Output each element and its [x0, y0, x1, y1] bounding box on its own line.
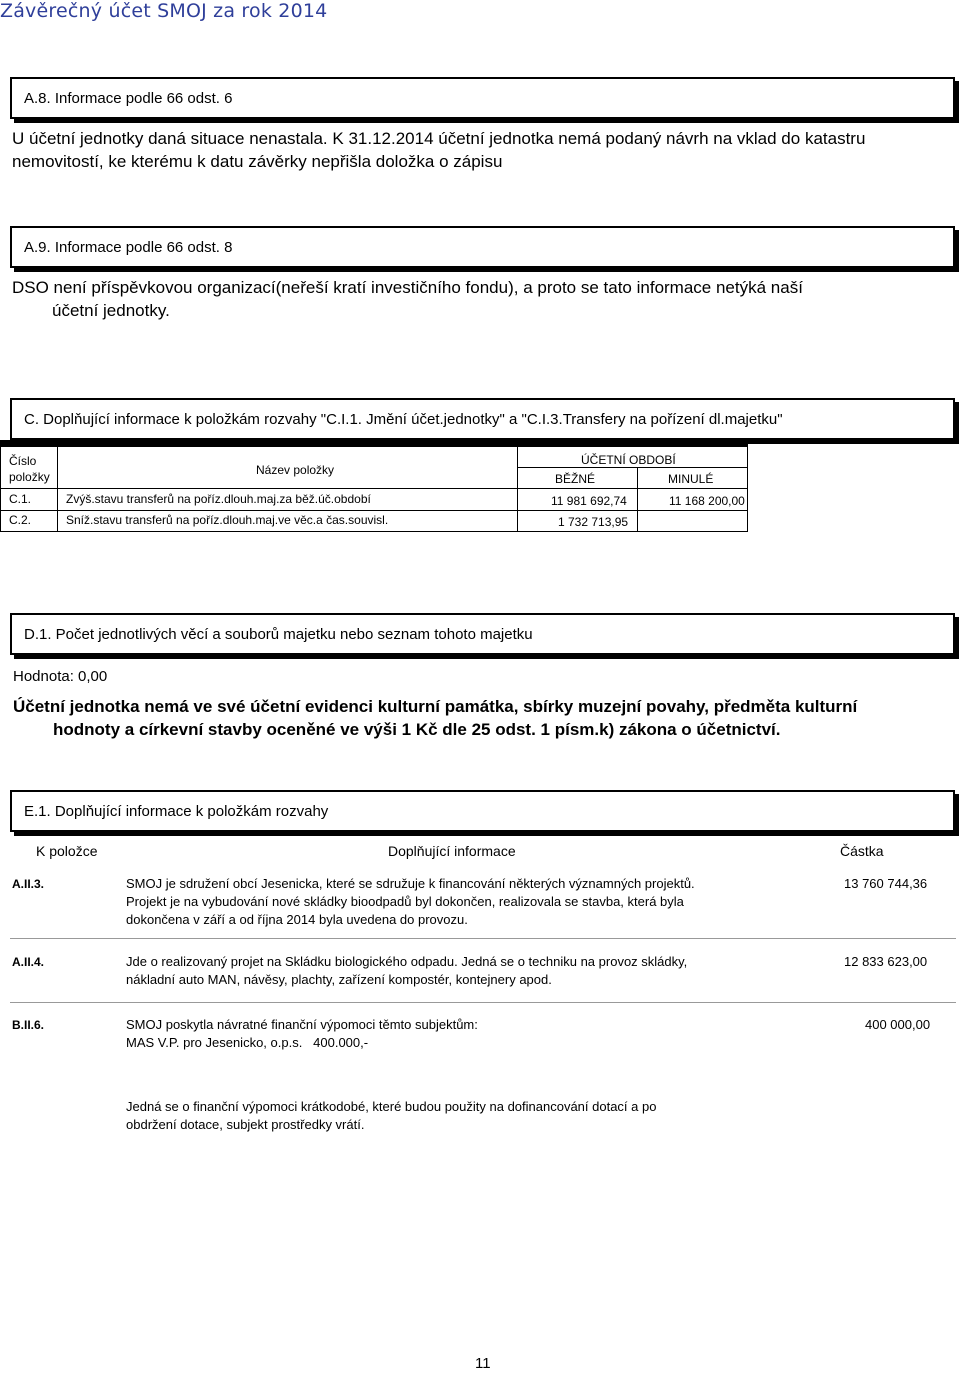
section-d1-heading-box — [10, 613, 955, 655]
col-cislo-header: Číslo položky — [9, 454, 50, 484]
row-divider — [1, 510, 747, 511]
e1-col-polozka: K položce — [36, 843, 98, 859]
e1-row-polozka: B.II.6. — [12, 1018, 45, 1032]
page-title: Závěrečný účet SMOJ za rok 2014 — [0, 0, 328, 22]
section-a9-heading: A.9. Informace podle 66 odst. 8 — [24, 239, 233, 256]
col-obdobi-header: ÚČETNÍ OBDOBÍ — [581, 453, 676, 467]
e1-row-castka: 13 760 744,36 — [844, 876, 928, 891]
d1-text — [13, 695, 943, 741]
row-cislo: C.1. — [9, 492, 32, 506]
row-divider — [10, 1002, 956, 1003]
row-minule: 11 168 200,00 — [669, 494, 745, 508]
section-a8-text: U účetní jednotky daná situace nenastala. K 31.12.2014 účetní jednotka nemá podaný návrh na vklad do katastru nemovitostí, ke kterému k datu závěrky nepřišla doložka o zápisu — [12, 129, 866, 171]
e1-row-polozka: A.II.4. — [12, 955, 45, 969]
col-bezne-header: BĚŽNÉ — [555, 472, 596, 486]
section-a9-text-line2: účetní jednotky. — [52, 301, 170, 320]
section-a8-heading-box — [10, 77, 955, 119]
row-divider — [10, 938, 956, 939]
section-a9-heading-box — [10, 226, 955, 268]
e1-row-polozka: A.II.3. — [12, 877, 45, 891]
section-a9-text — [12, 276, 942, 322]
section-e1-heading: E.1. Doplňující informace k položkám rozvahy — [24, 803, 329, 820]
section-e1-heading-box — [10, 790, 955, 832]
c-table — [0, 446, 748, 532]
e1-row-castka: 12 833 623,00 — [844, 954, 928, 969]
section-a9-text-line1: DSO není příspěvkovou organizací(neřeší kratí investičního fondu), a proto se tato informace netýká naší — [12, 278, 803, 297]
header-divider — [517, 467, 747, 468]
e1-row-info: SMOJ je sdružení obcí Jesenicka, které se sdružuje k financování některých významných projektů. Projekt je na vybudování nové skládky bioodpadů byl dokončen, realizovala se stavba, která byla dokončena v září a od října 2014 byla uvedena do provozu. — [126, 876, 695, 927]
e1-col-info: Doplňující informace — [388, 843, 516, 859]
table-row — [1, 513, 747, 533]
page-number: 11 — [475, 1355, 491, 1372]
section-a8-heading: A.8. Informace podle 66 odst. 6 — [24, 90, 233, 107]
row-bezne: 11 981 692,74 — [551, 494, 627, 508]
d1-text-line2: hodnoty a církevní stavby oceněné ve výši 1 Kč dle 25 odst. 1 písm.k) zákona o účetnictví. — [53, 720, 781, 739]
header-divider-2 — [1, 488, 747, 489]
row-bezne: 1 732 713,95 — [558, 515, 629, 529]
e1-note: Jedná se o finanční výpomoci krátkodobé, které budou použity na dofinancování dotací a po obdržení dotace, subjekt prostředky vrátí. — [126, 1099, 657, 1132]
section-d1-heading: D.1. Počet jednotlivých věcí a souborů majetku nebo seznam tohoto majetku — [24, 626, 533, 643]
d1-text-line1: Účetní jednotka nemá ve své účetní evidenci kulturní památka, sbírky muzejní povahy, předměta kulturní — [13, 697, 858, 716]
e1-row-info: SMOJ poskytla návratné finanční výpomoci těmto subjektům: MAS V.P. pro Jesenicko, o.p.s. 400.000,- — [126, 1017, 478, 1050]
e1-col-castka: Částka — [840, 843, 884, 859]
d1-hodnota: Hodnota: 0,00 — [13, 668, 108, 685]
col-minule-header: MINULÉ — [668, 472, 714, 486]
row-nazev: Sníž.stavu transferů na poříz.dlouh.maj.ve věc.a čas.souvisl. — [66, 513, 389, 527]
col-nazev-header: Název položky — [256, 463, 335, 477]
row-cislo: C.2. — [9, 513, 32, 527]
section-c-heading: C. Doplňující informace k položkám rozvahy "C.I.1. Jmění účet.jednotky" a "C.I.3.Transfery na pořízení dl.majetku" — [24, 411, 783, 428]
row-nazev: Zvýš.stavu transferů na poříz.dlouh.maj.za běž.úč.období — [66, 492, 371, 506]
e1-row-info: Jde o realizovaný projet na Skládku biologického odpadu. Jedná se o techniku na provoz skládky, nákladní auto MAN, návěsy, plachty, zařízení kompostér, kontejnery apod. — [126, 954, 688, 987]
section-c-heading-box — [10, 398, 955, 440]
e1-row-castka: 400 000,00 — [865, 1017, 931, 1032]
